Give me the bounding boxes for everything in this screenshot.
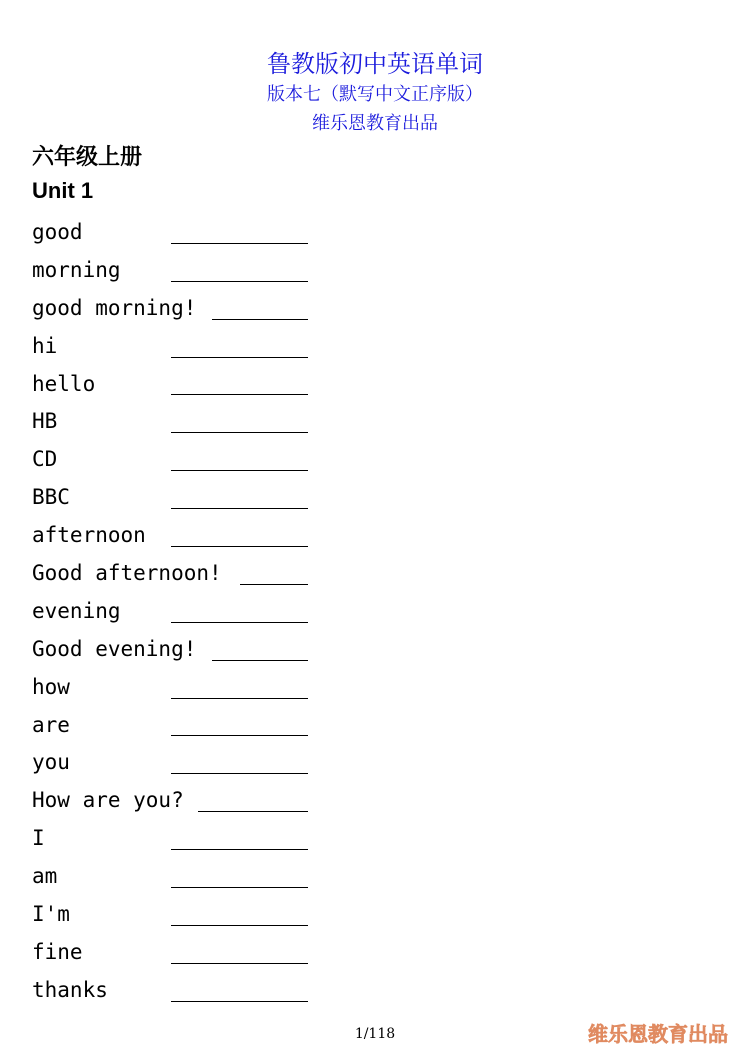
vocab-word: Good afternoon! [32,561,222,586]
vocab-word: I [32,826,45,851]
vocab-word: hi [32,333,58,358]
answer-blank [171,508,308,509]
watermark-logo: 维乐恩教育出品 [588,1022,728,1046]
vocab-word: hello [32,371,96,396]
vocab-word: afternoon [32,523,146,548]
word-row [32,214,322,252]
vocab-word: you [32,750,70,775]
word-row [32,858,322,896]
unit-heading: Unit 1 [32,178,94,203]
answer-blank [171,963,308,964]
answer-blank [171,887,308,888]
vocab-word: am [32,864,58,889]
answer-blank [171,357,308,358]
word-row [32,782,322,820]
vocab-word: How are you? [32,788,184,813]
word-row [32,934,322,972]
word-row [32,441,322,479]
vocab-word: good morning! [32,295,197,320]
word-row [32,517,322,555]
answer-blank [171,849,308,850]
page-number: 1/118 [354,1026,396,1042]
answer-blank [171,925,308,926]
vocab-word: how [32,674,70,699]
answer-blank [171,470,308,471]
word-row [32,669,322,707]
word-row [32,290,322,328]
vocab-word: HB [32,409,58,434]
answer-blank [212,660,308,661]
answer-blank [171,432,308,433]
word-row [32,252,322,290]
vocab-word: good [32,220,83,244]
word-row [32,593,322,631]
word-row [32,366,322,404]
vocab-word: CD [32,447,58,472]
word-list [32,214,322,1010]
word-row [32,820,322,858]
answer-blank [171,281,308,282]
answer-blank [171,773,308,774]
word-row [32,328,322,366]
vocab-word: Good evening! [32,636,197,661]
answer-blank [171,546,308,547]
word-row [32,479,322,517]
vocab-word: thanks [32,977,108,1002]
answer-blank [171,735,308,736]
answer-blank [171,622,308,623]
answer-blank [171,243,308,244]
answer-blank [198,811,308,812]
word-row [32,707,322,745]
vocab-word: BBC [32,485,70,510]
word-row [32,896,322,934]
word-row [32,631,322,669]
answer-blank [171,1001,308,1002]
word-row [32,403,322,441]
answer-blank [240,584,309,585]
answer-blank [171,394,308,395]
word-row [32,972,322,1010]
vocab-word: fine [32,939,83,964]
vocab-word: evening [32,598,121,623]
vocab-word: I'm [32,902,70,927]
publisher-line: 维乐恩教育出品 [312,113,438,134]
answer-blank [212,319,308,320]
word-row [32,555,322,593]
word-row [32,744,322,782]
answer-blank [171,698,308,699]
document-title: 鲁教版初中英语单词 [267,50,483,78]
vocab-word: morning [32,257,121,282]
document-subtitle: 版本七（默写中文正序版） [267,84,483,105]
vocab-word: are [32,712,70,737]
grade-heading: 六年级上册 [32,145,143,170]
